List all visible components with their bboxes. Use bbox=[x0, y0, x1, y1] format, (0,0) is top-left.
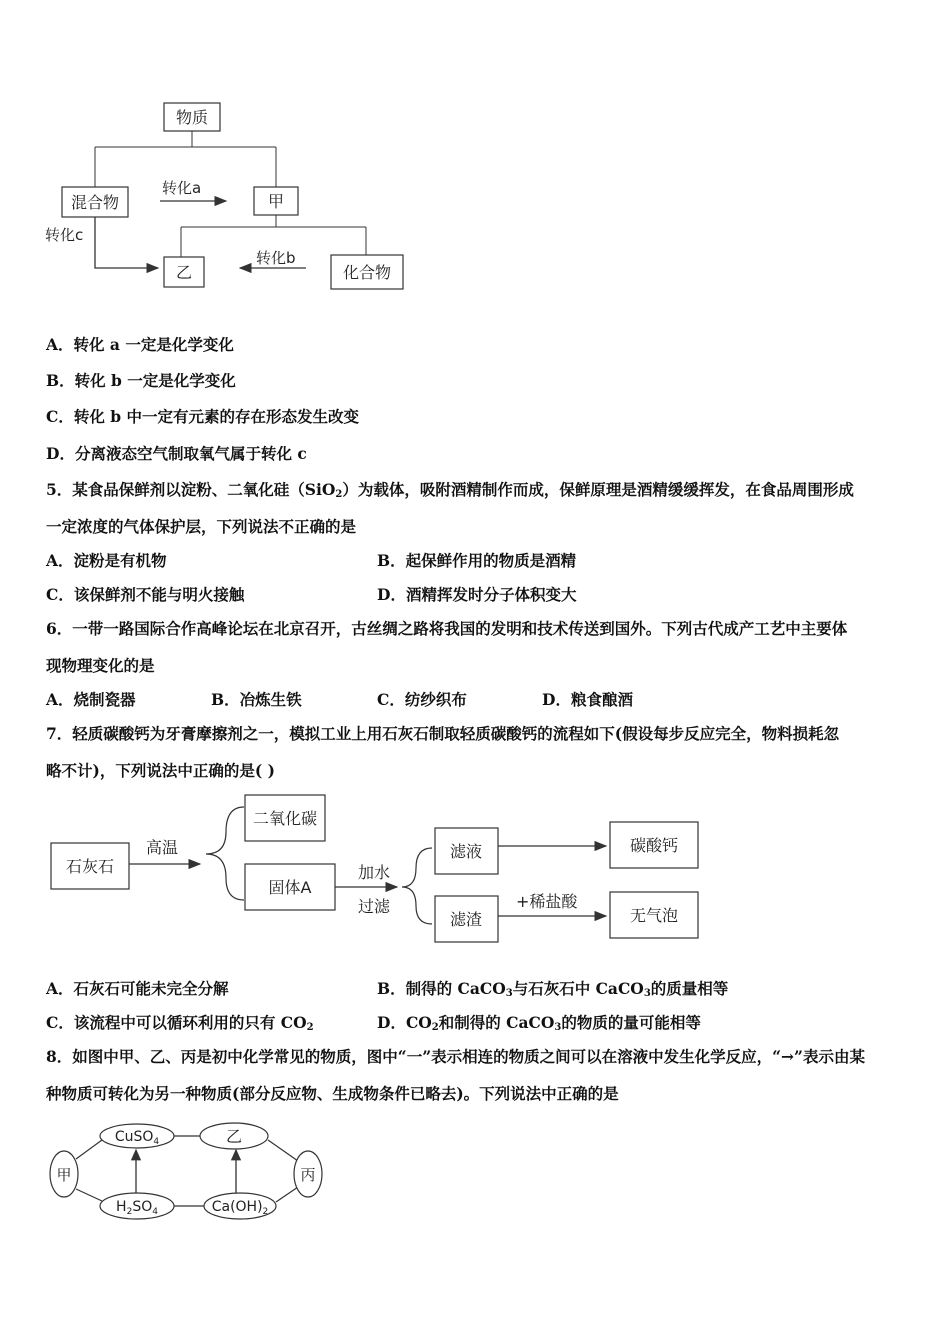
q4-option-d: D．分离液态空气制取氧气属于转化 c bbox=[46, 444, 307, 463]
q5-option-c: C．该保鲜剂不能与明火接触 bbox=[46, 585, 245, 604]
q7-option-b: B．制得的 CaCO$_3$与石灰石中 CaCO$_3$的质量相等 bbox=[377, 979, 729, 999]
label-node-cuso4: CuSO$_4$ bbox=[114, 1129, 160, 1147]
label-jia: 甲 bbox=[267, 192, 285, 211]
q6-option-b: B．冶炼生铁 bbox=[211, 690, 302, 709]
label-node-yi: 乙 bbox=[225, 1127, 243, 1146]
q6-option-a: A．烧制瓷器 bbox=[46, 690, 136, 709]
label-node-bing: 丙 bbox=[300, 1166, 316, 1184]
label-lvzha: 滤渣 bbox=[449, 910, 483, 929]
label-huahewu: 化合物 bbox=[342, 263, 392, 282]
label-tansuangai: 碳酸钙 bbox=[629, 836, 679, 855]
q4-option-c: C．转化 b 中一定有元素的存在形态发生改变 bbox=[46, 407, 359, 426]
label-gutiA: 固体A bbox=[268, 878, 312, 897]
q4-option-b: B．转化 b 一定是化学变化 bbox=[46, 371, 236, 390]
q5-stem-line2: 一定浓度的气体保护层，下列说法不正确的是 bbox=[46, 517, 357, 536]
classification-diagram bbox=[40, 95, 420, 305]
label-hunhewu: 混合物 bbox=[70, 193, 120, 212]
q5-option-d: D．酒精挥发时分子体积变大 bbox=[377, 585, 577, 604]
q4-option-a: A．转化 a 一定是化学变化 bbox=[46, 335, 234, 354]
q7-option-a: A．石灰石可能未完全分解 bbox=[46, 979, 229, 998]
label-guolv: 过滤 bbox=[358, 897, 391, 916]
label-jiashui: 加水 bbox=[358, 863, 391, 882]
label-wuqipao: 无气泡 bbox=[629, 906, 679, 925]
q5-option-a: A．淀粉是有机物 bbox=[46, 551, 167, 570]
substance-network bbox=[40, 1115, 340, 1235]
label-node-jia: 甲 bbox=[56, 1166, 72, 1184]
flow-chart bbox=[40, 790, 720, 950]
label-node-h2so4: $H_2SO_4$ bbox=[116, 1199, 158, 1217]
q7-stem-line2: 略不计)，下列说法中正确的是( ) bbox=[46, 761, 275, 780]
q8-stem-line1: 8．如图中甲、乙、丙是初中化学常见的物质，图中“一”表示相连的物质之间可以在溶液中发生化学反应，“→”表示由某 bbox=[46, 1047, 865, 1066]
label-yi: 乙 bbox=[175, 263, 193, 282]
label-gaowen: 高温 bbox=[146, 838, 179, 857]
label-zhuanhua-c: 转化c bbox=[45, 226, 84, 244]
label-lvye: 滤液 bbox=[449, 842, 483, 861]
q7-option-c: C．该流程中可以循环利用的只有 $CO_2$ bbox=[46, 1013, 314, 1033]
q8-stem-line2: 种物质可转化为另一种物质(部分反应物、生成物条件已略去)。下列说法中正确的是 bbox=[46, 1084, 619, 1103]
q5-option-b: B．起保鲜作用的物质是酒精 bbox=[377, 551, 577, 570]
q6-stem-line2: 现物理变化的是 bbox=[46, 656, 155, 675]
q5-stem-line1: 5．某食品保鲜剂以淀粉、二氧化硅（SiO$_2$）为载体，吸附酒精制作而成，保鲜原理是酒精缓缓挥发，在食品周围形成 bbox=[46, 480, 854, 500]
label-eryanghuatan: 二氧化碳 bbox=[252, 809, 318, 828]
q7-option-d: D．$CO_2$和制得的 CaCO$_3$的物质的量可能相等 bbox=[377, 1013, 701, 1033]
q6-option-d: D．粮食酿酒 bbox=[542, 690, 633, 709]
label-zhuanhua-a: 转化a bbox=[162, 179, 202, 197]
label-node-caoh2: $Ca(OH)_2$ bbox=[211, 1199, 269, 1217]
arrow-c bbox=[95, 217, 158, 268]
label-wuzhi: 物质 bbox=[175, 108, 209, 127]
label-shihuishi: 石灰石 bbox=[65, 857, 115, 876]
q6-option-c: C．纺纱织布 bbox=[377, 690, 467, 709]
label-xiyansuan: +稀盐酸 bbox=[516, 892, 578, 911]
label-zhuanhua-b: 转化b bbox=[256, 249, 296, 267]
q7-stem-line1: 7．轻质碳酸钙为牙膏摩擦剂之一，模拟工业上用石灰石制取轻质碳酸钙的流程如下(假设每步反应完全，物料损耗忽 bbox=[46, 724, 840, 743]
q6-stem-line1: 6．一带一路国际合作高峰论坛在北京召开，古丝绸之路将我国的发明和技术传送到国外。下列古代成产工艺中主要体 bbox=[46, 619, 848, 638]
